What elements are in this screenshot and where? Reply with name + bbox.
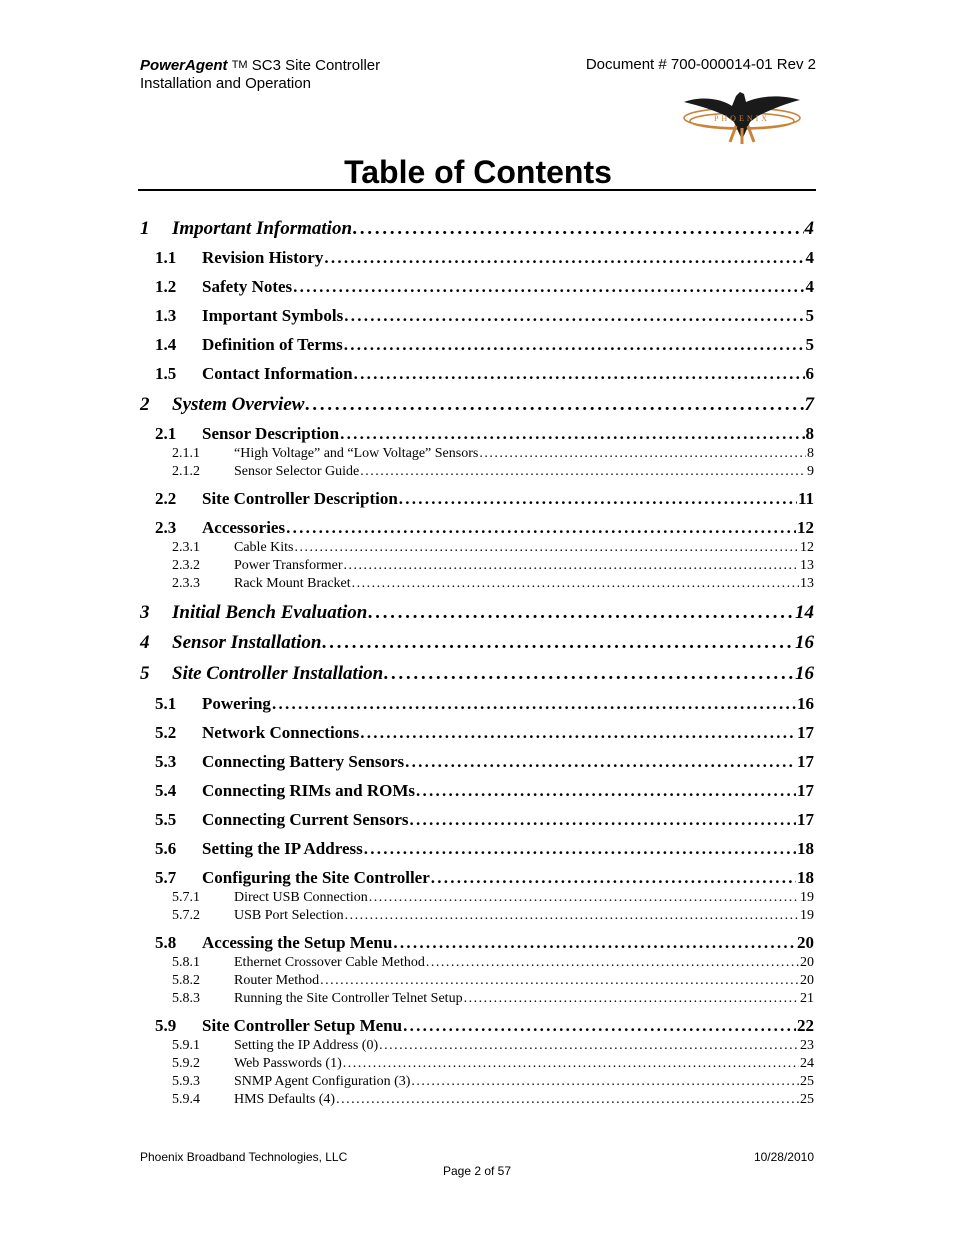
toc-entry-number: 5.8.3 [172, 991, 200, 1006]
toc-entry-title: Power Transformer [234, 558, 343, 573]
toc-leader-dots [411, 1074, 799, 1090]
toc-entry-number: 1.4 [155, 335, 177, 354]
toc-entry-page: 8 [805, 424, 814, 443]
footer-date: 10/28/2010 [753, 1150, 814, 1164]
toc-entry[interactable] [140, 394, 814, 416]
toc-entry-page: 9 [807, 464, 814, 479]
toc-entry-page: 16 [797, 694, 814, 713]
toc-entry-title: Setting the IP Address [202, 839, 363, 858]
toc-entry[interactable] [140, 248, 814, 268]
toc-entry-page: 24 [800, 1056, 814, 1071]
toc-entry[interactable] [140, 723, 814, 743]
toc-entry-title: Sensor Installation [172, 632, 322, 653]
toc-entry[interactable] [140, 335, 814, 355]
toc-leader-dots [403, 1016, 796, 1036]
toc-entry-number: 5 [140, 663, 150, 684]
toc-entry[interactable] [140, 489, 814, 509]
toc-entry-page: 20 [800, 973, 814, 988]
toc-entry[interactable] [140, 277, 814, 297]
toc-entry[interactable] [140, 1074, 814, 1090]
toc-entry[interactable] [140, 991, 814, 1007]
toc-entry-number: 5.9.4 [172, 1092, 200, 1107]
toc-entry[interactable] [140, 955, 814, 971]
toc-entry-number: 5.4 [155, 781, 177, 800]
toc-entry-page: 17 [797, 752, 814, 771]
toc-entry-title: SNMP Agent Configuration (3) [234, 1074, 411, 1089]
toc-entry-title: Direct USB Connection [234, 890, 368, 905]
toc-entry-title: Site Controller Installation [172, 663, 384, 684]
toc-entry-page: 17 [797, 810, 814, 829]
toc-entry-title: Initial Bench Evaluation [172, 602, 368, 623]
toc-entry-page: 11 [797, 489, 814, 508]
toc-entry[interactable] [140, 933, 814, 953]
document-subtitle: Installation and Operation [140, 75, 311, 92]
toc-entry-page: 18 [797, 839, 814, 858]
footer-page-number: Page 2 of 57 [442, 1164, 512, 1178]
toc-entry-title: “High Voltage” and “Low Voltage” Sensors [234, 446, 479, 461]
toc-entry-title: Rack Mount Bracket [234, 576, 351, 591]
toc-entry-number: 5.6 [155, 839, 177, 858]
toc-entry-page: 20 [797, 933, 814, 952]
toc-entry[interactable] [140, 890, 814, 906]
toc-entry-page: 4 [805, 248, 814, 267]
toc-entry-title: Important Information [172, 218, 353, 239]
toc-entry-title: Router Method [234, 973, 320, 988]
toc-entry-title: Cable Kits [234, 540, 294, 555]
toc-leader-dots [416, 781, 796, 801]
toc-entry-number: 2.1 [155, 424, 177, 443]
toc-entry-number: 2.1.2 [172, 464, 200, 479]
toc-entry-number: 2.2 [155, 489, 177, 508]
toc-entry[interactable] [140, 694, 814, 714]
toc-entry-number: 2.3.3 [172, 576, 200, 591]
toc-entry-number: 5.8 [155, 933, 177, 952]
toc-entry-page: 12 [797, 518, 814, 537]
toc-entry-page: 19 [800, 908, 814, 923]
toc-entry-number: 2.3.2 [172, 558, 200, 573]
toc-entry-page: 18 [797, 868, 814, 887]
toc-entry-title: Site Controller Setup Menu [202, 1016, 403, 1035]
toc-entry[interactable] [140, 781, 814, 801]
table-of-contents [140, 0, 814, 1235]
toc-leader-dots [293, 277, 804, 297]
toc-entry-number: 5.9.2 [172, 1056, 200, 1071]
toc-entry-number: 5.2 [155, 723, 177, 742]
toc-entry-number: 1.1 [155, 248, 177, 267]
toc-entry-title: HMS Defaults (4) [234, 1092, 336, 1107]
toc-entry-number: 4 [140, 632, 150, 653]
toc-entry-page: 17 [797, 723, 814, 742]
toc-entry[interactable] [140, 839, 814, 859]
toc-leader-dots [379, 1038, 799, 1054]
toc-entry-title: Connecting RIMs and ROMs [202, 781, 415, 800]
toc-leader-dots [286, 518, 796, 538]
toc-leader-dots [426, 955, 799, 971]
toc-entry[interactable] [140, 602, 814, 624]
toc-entry-page: 19 [800, 890, 814, 905]
toc-entry-title: Powering [202, 694, 271, 713]
toc-leader-dots [322, 632, 794, 654]
toc-entry[interactable] [140, 446, 814, 462]
toc-entry-title: Network Connections [202, 723, 360, 742]
toc-entry-title: Accessories [202, 518, 286, 537]
toc-entry[interactable] [140, 973, 814, 989]
toc-entry-page: 20 [800, 955, 814, 970]
toc-entry-title: Configuring the Site Controller [202, 868, 430, 887]
toc-entry[interactable] [140, 558, 814, 574]
toc-entry-page: 14 [795, 602, 814, 623]
toc-entry-title: Ethernet Crossover Cable Method [234, 955, 425, 970]
toc-entry-number: 5.9 [155, 1016, 177, 1035]
toc-leader-dots [272, 694, 796, 714]
toc-leader-dots [320, 973, 799, 989]
toc-entry-number: 5.7.2 [172, 908, 200, 923]
toc-entry-page: 16 [795, 663, 814, 684]
product-name: SC3 Site Controller [251, 57, 381, 74]
toc-entry-number: 5.3 [155, 752, 177, 771]
toc-entry[interactable] [140, 1092, 814, 1108]
toc-entry-title: Sensor Description [202, 424, 340, 443]
page-title: Table of Contents [344, 154, 612, 190]
toc-entry[interactable] [140, 1016, 814, 1036]
toc-leader-dots [336, 1092, 799, 1108]
toc-entry-page: 6 [805, 364, 814, 383]
document-number: Document # 700-000014-01 Rev 2 [585, 56, 816, 73]
toc-entry-page: 16 [795, 632, 814, 653]
toc-entry[interactable] [140, 1056, 814, 1072]
toc-entry-title: System Overview [172, 394, 305, 415]
toc-entry-number: 1.3 [155, 306, 177, 325]
toc-entry-page: 23 [800, 1038, 814, 1053]
toc-entry-title: Sensor Selector Guide [234, 464, 360, 479]
toc-entry[interactable] [140, 868, 814, 888]
toc-leader-dots [464, 991, 799, 1007]
toc-entry-number: 2.1.1 [172, 446, 200, 461]
toc-leader-dots [345, 908, 799, 924]
toc-leader-dots [344, 558, 800, 574]
toc-entry-number: 5.9.1 [172, 1038, 200, 1053]
toc-entry-number: 5.9.3 [172, 1074, 200, 1089]
toc-leader-dots [384, 663, 794, 685]
toc-leader-dots [360, 723, 796, 743]
toc-entry-page: 4 [804, 218, 814, 239]
toc-entry-title: Connecting Current Sensors [202, 810, 409, 829]
toc-entry-page: 12 [800, 540, 814, 555]
toc-entry[interactable] [140, 518, 814, 538]
toc-entry[interactable] [140, 464, 814, 480]
toc-entry-page: 22 [797, 1016, 814, 1035]
toc-leader-dots [353, 218, 803, 240]
toc-entry-page: 4 [805, 277, 814, 296]
brand-name: PowerAgent [140, 57, 228, 74]
toc-entry-page: 25 [800, 1074, 814, 1089]
toc-leader-dots [479, 446, 806, 462]
toc-entry[interactable] [140, 632, 814, 654]
toc-entry-number: 1.2 [155, 277, 177, 296]
toc-leader-dots [368, 602, 794, 624]
toc-leader-dots [369, 890, 799, 906]
toc-entry[interactable] [140, 306, 814, 326]
toc-entry[interactable] [140, 663, 814, 685]
toc-entry-title: Accessing the Setup Menu [202, 933, 393, 952]
toc-entry-number: 1 [140, 218, 150, 239]
toc-leader-dots [360, 464, 806, 480]
toc-entry-title: Important Symbols [202, 306, 344, 325]
toc-leader-dots [305, 394, 803, 416]
toc-entry-title: Contact Information [202, 364, 353, 383]
toc-entry-page: 17 [797, 781, 814, 800]
toc-entry-title: Definition of Terms [202, 335, 343, 354]
toc-leader-dots [364, 839, 796, 859]
toc-entry-title: Setting the IP Address (0) [234, 1038, 379, 1053]
toc-entry-number: 5.7.1 [172, 890, 200, 905]
toc-entry-number: 2.3 [155, 518, 177, 537]
toc-entry-number: 1.5 [155, 364, 177, 383]
toc-entry-page: 8 [807, 446, 814, 461]
toc-entry-page: 7 [804, 394, 814, 415]
toc-entry[interactable] [140, 540, 814, 556]
toc-entry[interactable] [140, 576, 814, 592]
toc-entry-page: 13 [800, 576, 814, 591]
toc-leader-dots [344, 335, 805, 355]
toc-leader-dots [344, 306, 804, 326]
toc-entry-number: 5.7 [155, 868, 177, 887]
toc-leader-dots [324, 248, 804, 268]
toc-entry-number: 2 [140, 394, 150, 415]
footer-company: Phoenix Broadband Technologies, LLC [140, 1150, 348, 1164]
toc-entry-title: Connecting Battery Sensors [202, 752, 405, 771]
toc-entry-title: Safety Notes [202, 277, 293, 296]
toc-entry[interactable] [140, 752, 814, 772]
toc-entry[interactable] [140, 424, 814, 444]
toc-entry-title: USB Port Selection [234, 908, 344, 923]
toc-leader-dots [352, 576, 799, 592]
toc-entry-number: 5.8.1 [172, 955, 200, 970]
toc-entry-title: Revision History [202, 248, 324, 267]
toc-entry-title: Web Passwords (1) [234, 1056, 342, 1071]
toc-entry[interactable] [140, 1038, 814, 1054]
trademark-mark: TM [231, 59, 248, 71]
toc-entry-page: 25 [800, 1092, 814, 1107]
toc-leader-dots [399, 489, 797, 509]
toc-entry[interactable] [140, 810, 814, 830]
toc-entry-title: Running the Site Controller Telnet Setup [234, 991, 463, 1006]
toc-entry-title: Site Controller Description [202, 489, 398, 508]
toc-entry[interactable] [140, 908, 814, 924]
toc-leader-dots [354, 364, 805, 384]
toc-leader-dots [295, 540, 800, 556]
toc-entry[interactable] [140, 364, 814, 384]
toc-leader-dots [410, 810, 796, 830]
toc-entry-number: 2.3.1 [172, 540, 200, 555]
toc-entry-page: 13 [800, 558, 814, 573]
toc-leader-dots [431, 868, 796, 888]
toc-entry-page: 5 [805, 306, 814, 325]
toc-leader-dots [340, 424, 804, 444]
toc-leader-dots [343, 1056, 799, 1072]
toc-entry-number: 3 [140, 602, 150, 623]
toc-entry[interactable] [140, 218, 814, 240]
toc-entry-number: 5.5 [155, 810, 177, 829]
toc-leader-dots [405, 752, 796, 772]
toc-entry-page: 21 [800, 991, 814, 1006]
toc-leader-dots [393, 933, 796, 953]
toc-entry-number: 5.1 [155, 694, 177, 713]
toc-entry-page: 5 [805, 335, 814, 354]
toc-entry-number: 5.8.2 [172, 973, 200, 988]
logo-text: PHOENIX [713, 114, 771, 123]
